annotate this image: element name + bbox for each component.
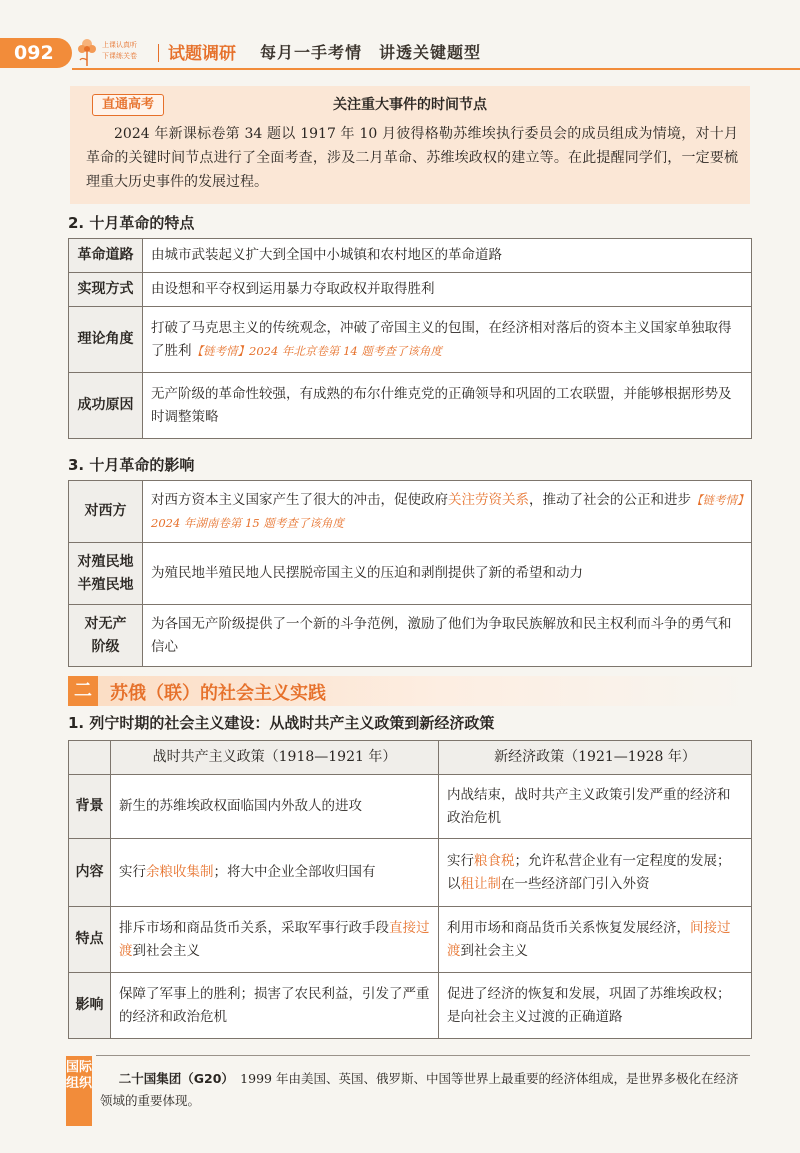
cell-right: 促进了经济的恢复和发展，巩固了苏维埃政权；是向社会主义过渡的正确道路	[439, 973, 752, 1039]
row-label: 影响	[69, 973, 111, 1039]
text: 排斥市场和商品货币关系，采取军事行政手段	[119, 919, 389, 936]
cell-left	[111, 907, 439, 973]
row-text-a: 对西方资本主义国家产生了很大的冲击，促使政府	[151, 491, 448, 508]
cell-left	[111, 839, 439, 907]
text: ；允许私营企业有一定程度的发展；以	[447, 852, 731, 892]
row-text: 由城市武装起义扩大到全国中小城镇和农村地区的革命道路	[143, 239, 752, 273]
row-text: 无产阶级的革命性较强，有成熟的布尔什维克党的正确领导和巩固的工农联盟，并能够根据形势及时调整策略	[143, 373, 752, 439]
highlight-term: 间接过渡	[447, 919, 731, 959]
label-line-2: 半殖民地	[77, 576, 134, 593]
page-header	[0, 22, 800, 74]
flower-logo-icon	[76, 36, 98, 68]
table-row	[69, 775, 752, 839]
section-name: 试题调研	[168, 44, 236, 64]
row-label: 成功原因	[69, 373, 143, 439]
callout-tag: 直通高考	[92, 94, 164, 116]
text: 实行	[447, 852, 474, 869]
header-divider	[158, 44, 159, 62]
table-header-row	[69, 741, 752, 775]
callout-title: 关注重大事件的时间节点	[333, 97, 487, 113]
october-revolution-impact-table	[68, 480, 752, 667]
row-text: 为各国无产阶级提供了一个新的斗争范例，激励了他们为争取民族解放和民主权利而斗争的勇气和信心	[143, 605, 752, 667]
footer-term: 二十国集团（G20）	[118, 1071, 228, 1086]
table-row	[69, 543, 752, 605]
slogan	[102, 40, 137, 62]
row-label: 理论角度	[69, 307, 143, 373]
row-cell	[143, 481, 752, 543]
footer-description: 1999 年由美国、英国、俄罗斯、中国等世界上最重要的经济体组成，是世界多极化在经济领域的重要体现。	[100, 1071, 739, 1108]
highlight-term: 关注劳资关系	[448, 491, 529, 508]
text: 实行	[119, 864, 146, 880]
october-revolution-features-table	[68, 238, 752, 439]
section-title: 苏俄（联）的社会主义实践	[110, 683, 326, 704]
row-text: 为殖民地半殖民地人民摆脱帝国主义的压迫和剥削提供了新的希望和动力	[143, 543, 752, 605]
row-label: 对西方	[69, 481, 143, 543]
text: 在一些经济部门引入外资	[501, 875, 650, 892]
row-label	[69, 605, 143, 667]
row-label: 特点	[69, 907, 111, 973]
header-rule	[72, 68, 800, 70]
footer-note	[100, 1068, 750, 1112]
text: 到社会主义	[132, 942, 200, 959]
table-row	[69, 239, 752, 273]
header-empty	[69, 741, 111, 775]
cell-right	[439, 839, 752, 907]
section-1-heading: 1. 列宁时期的社会主义建设：从战时共产主义政策到新经济政策	[68, 714, 495, 732]
highlight-term: 余粮收集制	[146, 864, 214, 880]
column-header-war-communism: 战时共产主义政策（1918—1921 年）	[111, 741, 439, 775]
table-row	[69, 273, 752, 307]
label-line-1: 对无产	[84, 615, 127, 632]
table-row	[69, 839, 752, 907]
row-label: 实现方式	[69, 273, 143, 307]
table-row	[69, 973, 752, 1039]
callout-body: 2024 年新课标卷第 34 题以 1917 年 10 月彼得格勒苏维埃执行委员会的成员组成为情境，对十月革命的关键时间节点进行了全面考查，涉及二月革命、苏维埃政权的建立等。在此提醒同学们，一定要梳理重大历史事件的发展过程。	[86, 126, 738, 190]
row-text: 由设想和平夺权到运用暴力夺取政权并取得胜利	[143, 273, 752, 307]
label-line-2: 阶级	[91, 638, 120, 655]
table-row	[69, 481, 752, 543]
text: 利用市场和商品货币关系恢复发展经济，	[447, 919, 690, 936]
row-label: 革命道路	[69, 239, 143, 273]
column-header-nep: 新经济政策（1921—1928 年）	[439, 741, 752, 775]
section-2-heading: 2. 十月革命的特点	[68, 214, 195, 232]
row-label	[69, 543, 143, 605]
header-subtitle: 每月一手考情 讲透关键题型	[260, 43, 482, 62]
international-org-tab: 国际组织	[66, 1056, 92, 1126]
label-line-1: 对殖民地	[77, 553, 134, 570]
cell-left: 保障了军事上的胜利；损害了农民利益，引发了严重的经济和政治危机	[111, 973, 439, 1039]
table-row	[69, 605, 752, 667]
cell-right	[439, 907, 752, 973]
text: ；将大中企业全部收归国有	[213, 864, 376, 880]
row-text: 打破了马克思主义的传统观念，冲破了帝国主义的包围，在经济相对落后的资本主义国家单独取得了胜利	[151, 319, 732, 359]
table-row	[69, 907, 752, 973]
exam-link-note: 【链考情】2024 年北京卷第 14 题考查了该角度	[191, 343, 442, 358]
cell-right: 内战结束，战时共产主义政策引发严重的经济和政治危机	[439, 775, 752, 839]
footer-rule	[96, 1055, 750, 1056]
row-label: 背景	[69, 775, 111, 839]
table-row	[69, 373, 752, 439]
lenin-policy-comparison-table	[68, 740, 752, 1039]
table-row	[69, 307, 752, 373]
cell-left: 新生的苏维埃政权面临国内外敌人的进攻	[111, 775, 439, 839]
row-cell	[143, 307, 752, 373]
exam-callout	[70, 86, 750, 204]
highlight-term: 租让制	[460, 875, 501, 892]
slogan-line-2: 下课练关卷	[102, 52, 137, 60]
text: 到社会主义	[460, 942, 528, 959]
section-big-heading	[68, 676, 750, 706]
exam-link-note: 【链考情】2024 年湖南卷第 15 题考查了该角度	[151, 492, 743, 530]
highlight-term: 直接过渡	[119, 919, 430, 959]
row-label: 内容	[69, 839, 111, 907]
section-number: 二	[68, 676, 98, 706]
page-number: 092	[0, 38, 72, 68]
section-3-heading: 3. 十月革命的影响	[68, 456, 195, 474]
slogan-line-1: 上课认真听	[102, 41, 137, 49]
row-text-b: ，推动了社会的公正和进步	[529, 491, 691, 508]
highlight-term: 粮食税	[474, 852, 515, 869]
